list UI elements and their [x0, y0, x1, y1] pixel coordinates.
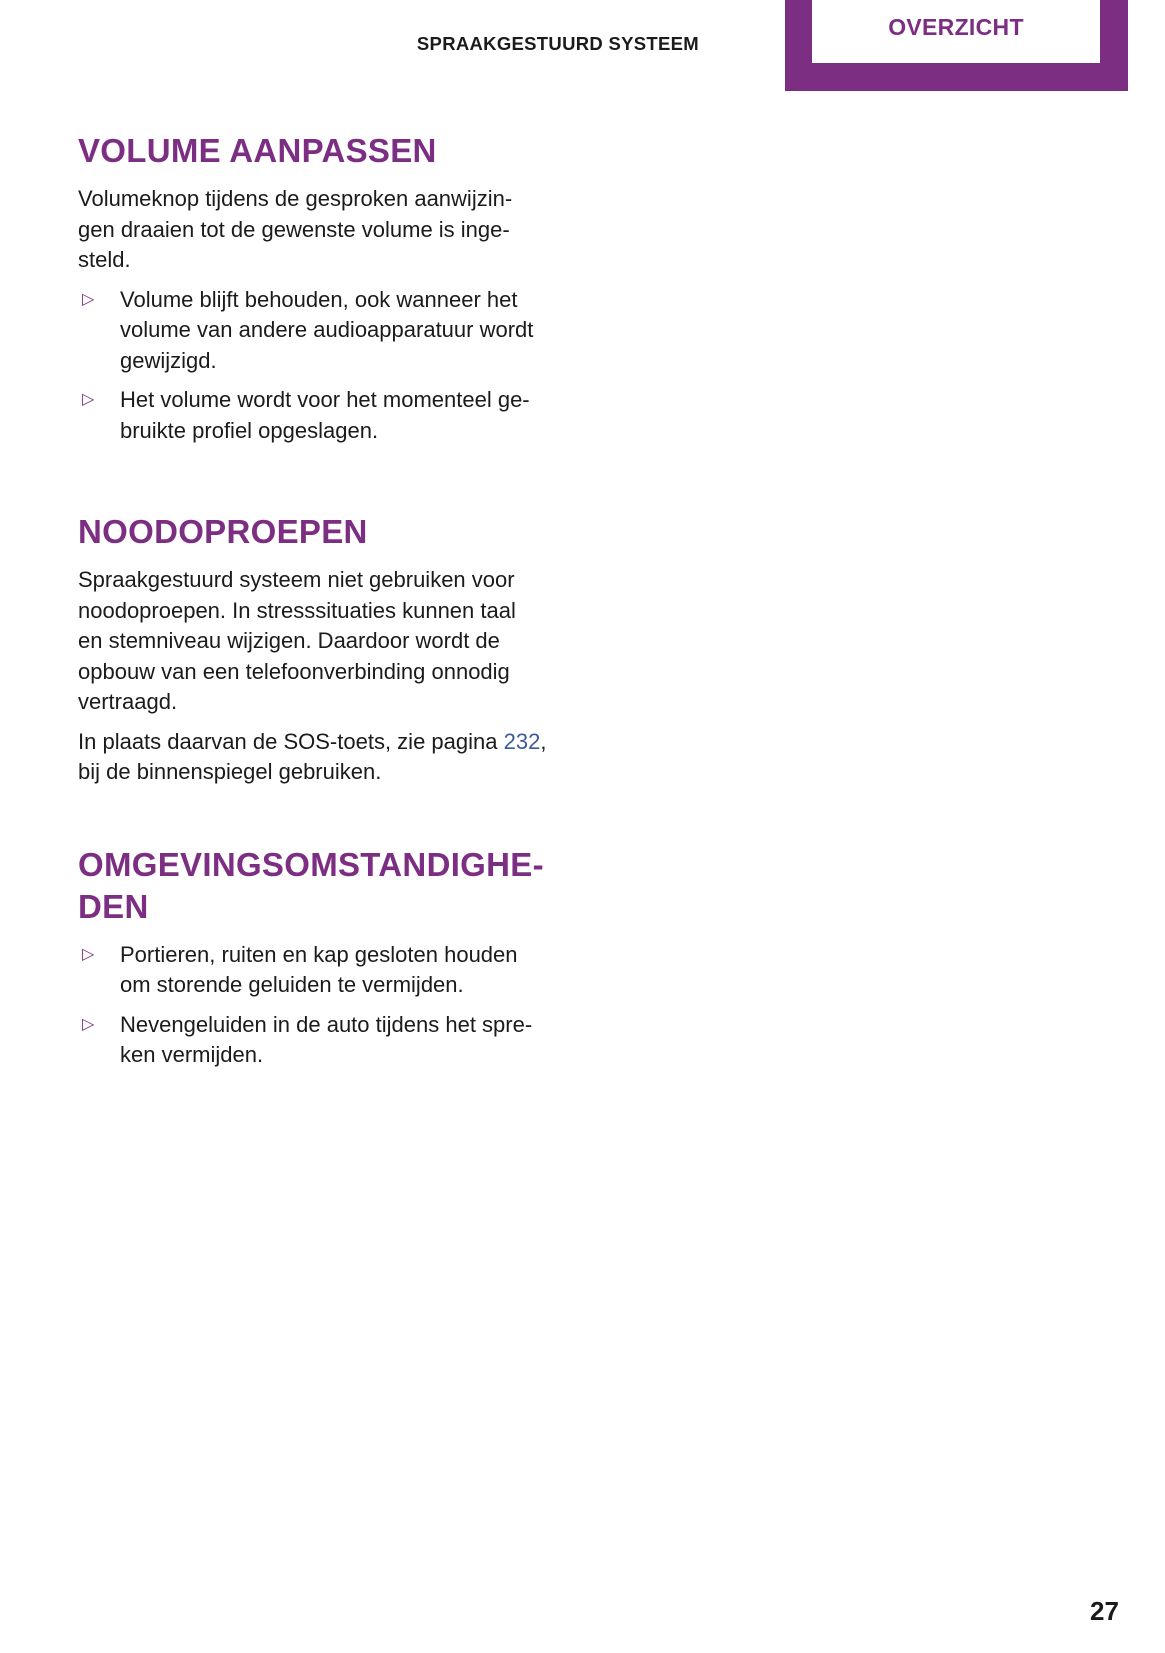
paragraph-text: Spraakgestuurd systeem niet gebruiken voor noodoproepen. In stresssituaties kunnen taal en stemniveau wijzigen. Daardoor wordt de opbouw van een telefoonverbinding onnodig vertraagd. [78, 567, 516, 714]
paragraph-text: Volumeknop tijdens de gesproken aanwijzin- gen draaien tot de gewenste volume is inge- steld. [78, 186, 513, 272]
list-item [78, 1010, 598, 1071]
bullet-list [78, 285, 598, 447]
list-item-text: Het volume wordt voor het momenteel ge- bruikte profiel opgeslagen. [120, 387, 530, 443]
section-heading-volume: VOLUME AANPASSEN [78, 132, 437, 169]
chapter-tab-label: OVERZICHT [888, 14, 1024, 40]
section-paragraph-sos [78, 727, 598, 788]
chapter-tab [785, 0, 1128, 91]
chapter-tab-inner [812, 0, 1100, 63]
section-paragraph [78, 184, 598, 276]
section-heading-noodoproepen: NOODOPROEPEN [78, 513, 368, 550]
page-number: 27 [1090, 1596, 1119, 1626]
list-item [78, 285, 598, 377]
triangle-bullet-icon: ▷ [82, 945, 95, 963]
paragraph-text: In plaats daarvan de SOS-toets, zie pagina [78, 728, 504, 754]
list-item-text: Portieren, ruiten en kap gesloten houden om storende geluiden te vermijden. [120, 941, 518, 997]
paragraph-text: , bij de binnenspiegel gebruiken. [78, 728, 547, 784]
running-header-section-title: SPRAAKGESTUURD SYSTEEM [416, 33, 699, 54]
list-item-text: Volume blijft behouden, ook wanneer het volume van andere audioapparatuur wordt gewijzigd. [120, 286, 534, 373]
list-item-text: Nevengeluiden in de auto tijdens het spre- ken vermijden. [120, 1011, 533, 1067]
section-heading-omgevingsomstandigheden: OMGEVINGSOMSTANDIGHE- DEN [78, 845, 544, 925]
list-item [78, 940, 598, 1001]
list-item [78, 385, 598, 446]
triangle-bullet-icon: ▷ [82, 1015, 95, 1033]
page-content [78, 130, 598, 1080]
triangle-bullet-icon: ▷ [82, 290, 95, 308]
section-paragraph [78, 565, 598, 718]
triangle-bullet-icon: ▷ [82, 391, 95, 408]
bullet-list [78, 940, 598, 1071]
page-reference-link[interactable]: 232 [503, 728, 541, 754]
